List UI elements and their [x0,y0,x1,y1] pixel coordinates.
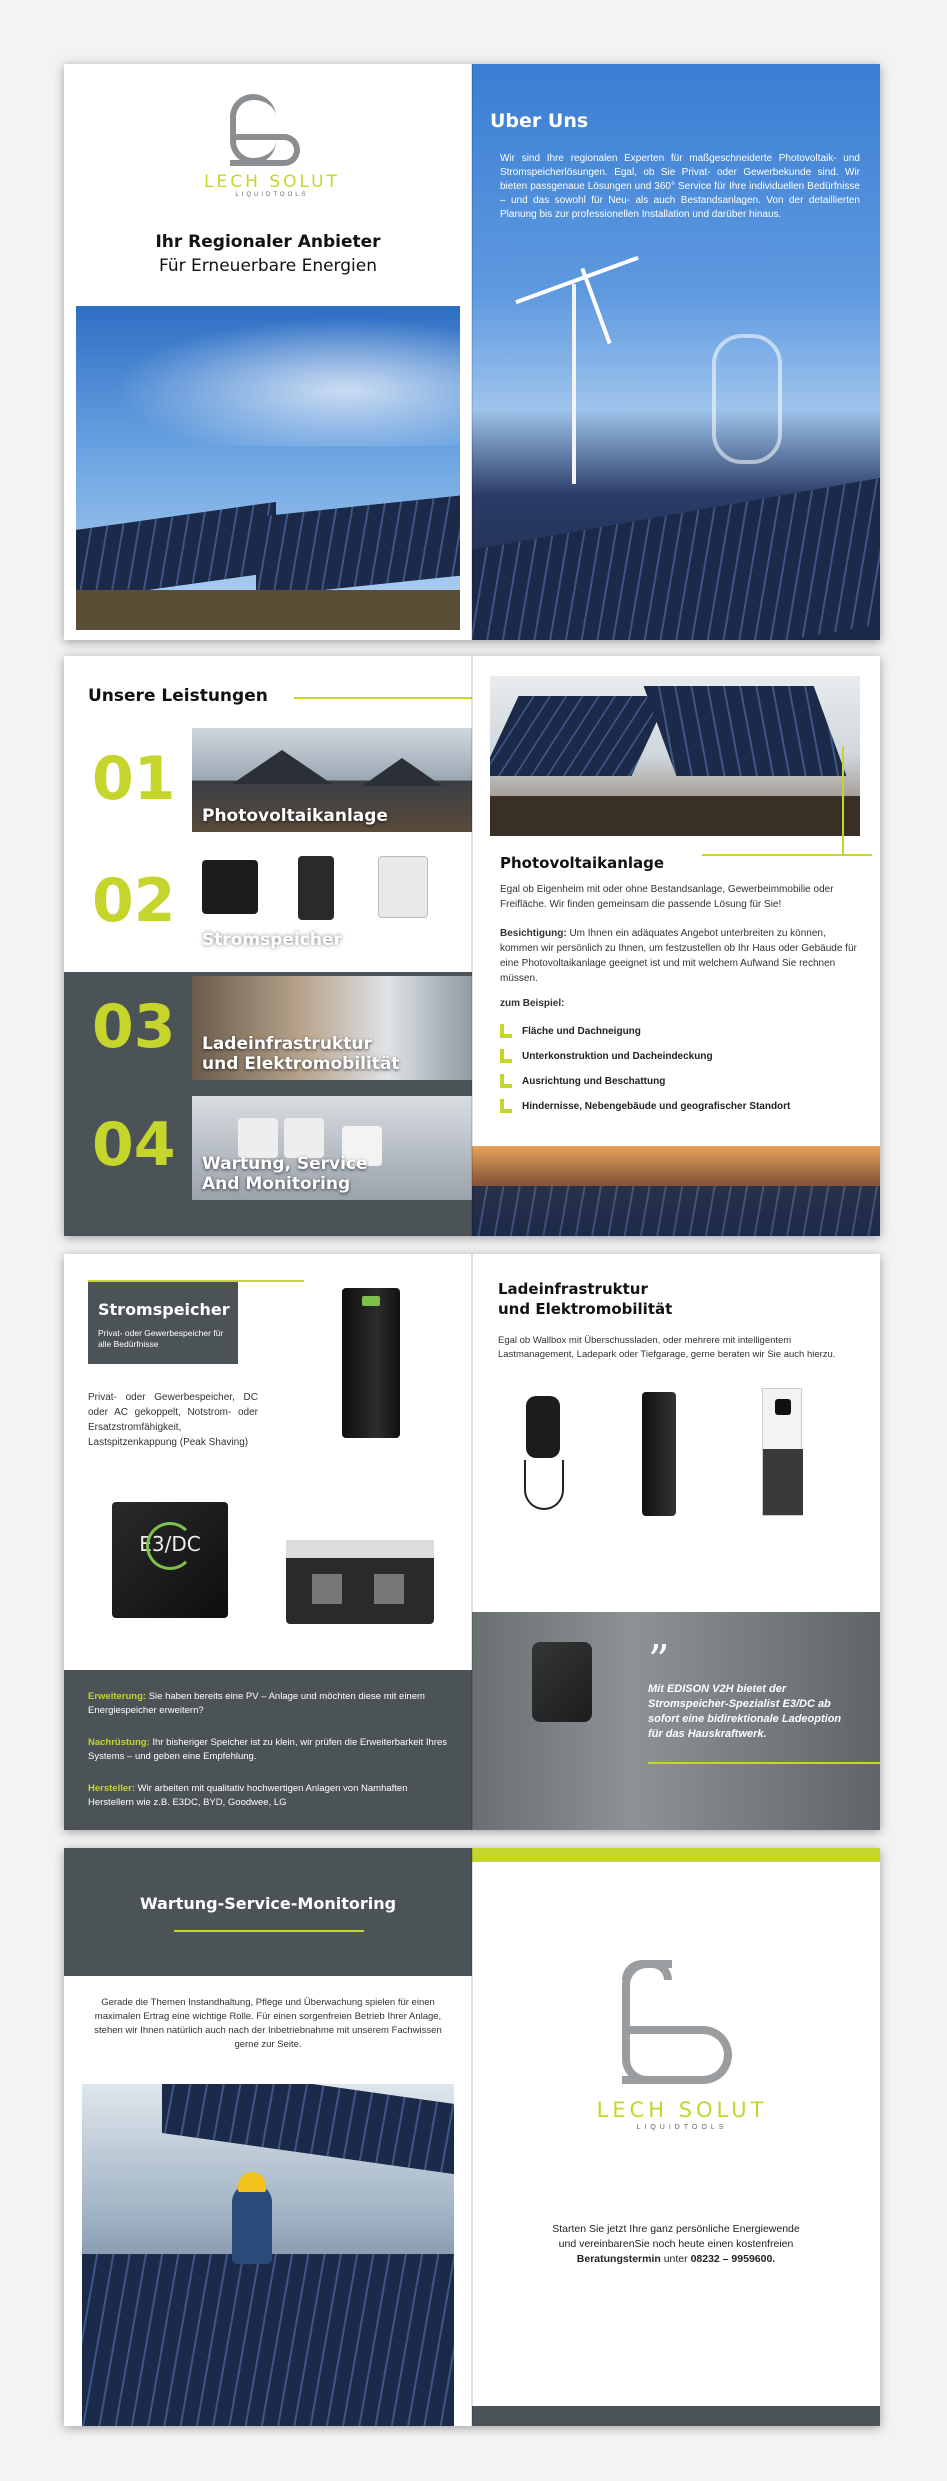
retro-info: Nachrüstung: Ihr bisheriger Speicher ist zu klein, wir prüfen die Erweiterbarkeit Ihres Systems – und geben eine Empfehlung. [88,1737,448,1762]
about-text: Wir sind Ihre regionalen Experten für maßgeschneiderte Photovoltaik- und Stromspeicherlösungen. Egal, ob Sie Privat- oder Gewerbekunde sind. Wir bieten passgenaue Lösungen und 360° Service für Ihre individuellen Bedürfnisse – und das sowohl für Neu- als auch Bestandsanlagen. Von der detaillierten Planung bis zur professionellen Installation und darüber hinaus. [500,153,860,220]
battery-tower-icon [298,856,334,920]
accent-corner-line [842,746,844,856]
brochure-page-4 [64,1848,880,2426]
service-label: Ladeinfrastruktur und Elektromobilität [202,1034,400,1074]
commercial-roof-photo [472,1146,880,1236]
cta-phone[interactable]: 08232 – 9959600. [690,2253,776,2265]
quote-underline [648,1762,880,1764]
service-stromspeicher[interactable] [192,852,472,956]
rooftop-solar-photo [472,478,880,640]
check-corner-icon [500,1074,512,1088]
mfr-info: Hersteller: Wir arbeiten mit qualitativ hochwertigen Anlagen von Namhaften Herstellern wie z.B. E3DC, BYD, Goodwee, LG [88,1783,408,1808]
service-number-04: 04 [92,1110,176,1180]
services-panel [64,656,472,1236]
pv-bullet: Unterkonstruktion und Dacheindeckung [500,1049,870,1063]
service-number-03: 03 [92,992,176,1062]
maint-title-underline [174,1930,364,1932]
smiley-blocks-icon [238,1118,278,1158]
wallbox-2-photo [642,1392,676,1516]
cta-logo [572,1960,792,2160]
services-title-underline [294,697,472,699]
cta-panel [472,1848,880,2426]
service-label: Stromspeicher [202,930,342,950]
services-title: Unsere Leistungen [88,686,268,706]
cta-text: Starten Sie jetzt Ihre ganz persönliche Energiewende und vereinbarenSie noch heute einen kostenfreien Beratungstermin unter 08232 – 9959600. [552,2223,800,2265]
service-number-01: 01 [92,744,176,814]
check-corner-icon [500,1049,512,1063]
battery-cabinet-photo [286,1540,434,1624]
brochure-page-3 [64,1254,880,1830]
solar-house-photo [490,676,860,836]
wallbox-1-photo [526,1396,560,1458]
brochure-page-2 [64,656,880,1236]
brand-logo [204,94,340,214]
edison-wall-photo [472,1612,880,1830]
cta-bottom-bar [472,2406,880,2426]
pv-visit-label: Besichtigung: [500,928,567,939]
pv-bullet-list [500,1024,870,1124]
charging-station-photo [762,1388,802,1516]
pv-intro: Egal ob Eigenheim mit oder ohne Bestandsanlage, Gewerbeimmobilie oder Freifläche. Wir finden gemeinsam die passende Lösung für Sie! [500,884,834,910]
storage-info-band [64,1670,472,1830]
service-photovoltaik[interactable] [192,728,472,832]
e3dc-logo: E3/DC [139,1532,201,1556]
pv-bullet: Fläche und Dachneigung [500,1024,870,1038]
battery-device-icon [202,860,258,914]
charge-text: Egal ob Wallbox mit Überschussladen, oder mehrere mit intelligentem Lastmanagement, Ladepark oder Tiefgarage, gerne beraten wir Sie auch hierzu. [498,1335,836,1360]
pv-bullet: Hindernisse, Nebengebäude und geografischer Standort [500,1099,870,1113]
maint-title: Wartung-Service-Monitoring [139,1894,397,1913]
headline-1: Ihr Regionaler Anbieter [155,232,381,252]
storage-panel [64,1254,472,1830]
pv-visit [500,926,860,986]
brand-tagline: LIQUIDTOOLS [235,192,309,198]
cta-brand-name: LECH SOLUT [596,2098,768,2122]
technician-figure-icon [232,2184,272,2264]
service-label: Photovoltaikanlage [202,806,388,826]
pv-bullet: Ausrichtung und Beschattung [500,1074,870,1088]
brand-name: LECH SOLUT [204,172,340,192]
storage-title-box [88,1282,238,1364]
maint-text: Gerade die Themen Instandhaltung, Pflege und Überwachung spielen für einen maximalen Ertrag eine wichtige Rolle. Für einen sorgenfreien Betrieb Ihrer Anlage, stehen wir Ihnen natürlich auch nach der Inbetriebnahme mit unserem Fachwissen gerne zur Seite. [94,1997,442,2050]
about-title: Uber Uns [490,110,589,132]
storage-text: Privat- oder Gewerbespeicher, DC oder AC gekoppelt, Notstrom- oder Ersatzstromfähigkeit, Lastspitzenkappung (Peak Shaving) [88,1392,258,1448]
storage-title-line [88,1280,304,1282]
quote-mark-icon: ” [648,1636,670,1685]
cover-panel [64,64,472,640]
service-label: Wartung, Service And Monitoring [202,1154,368,1194]
battery-stack-icon [378,856,428,918]
ext-info: Erweiterung: Sie haben bereits eine PV – Anlage und möchten diese mit einem Energiespeicher erweitern? [88,1691,425,1716]
energy-ring-icon [146,1522,194,1570]
technician-roof-photo [82,2084,454,2426]
cta-brand-tagline: LIQUIDTOOLS [636,2124,728,2131]
check-corner-icon [500,1099,512,1113]
headline-2: Für Erneuerbare Energien [158,256,377,276]
charging-panel [472,1254,880,1830]
service-wartung[interactable] [192,1096,472,1200]
battery-tower-photo [342,1288,400,1438]
charge-title-1: Ladeinfrastruktur [498,1280,648,1298]
brochure-page-1 [64,64,880,640]
about-panel [472,64,880,640]
pv-title: Photovoltaikanlage [500,854,665,872]
charge-title-2: und Elektromobilität [498,1300,673,1318]
pv-visit-text: Um Ihnen ein adäquates Angebot unterbreiten zu können, kommen wir persönlich zu Ihnen, um festzustellen ob Ihr Haus oder Gebäude für eine Photovoltaikanlage geeignet ist und mit welchem Aufwand Sie rechnen müssen. [500,928,857,984]
e3dc-device-photo [112,1502,228,1618]
storage-sub: Privat- oder Gewerbespeicher für alle Bedürfnisse [98,1328,224,1349]
cta-top-bar [472,1848,880,1862]
photovoltaik-panel [472,656,880,1236]
storage-title: Stromspeicher [98,1300,230,1319]
maintenance-panel [64,1848,472,2426]
check-corner-icon [500,1024,512,1038]
solar-field-photo [76,306,460,630]
service-number-02: 02 [92,866,176,936]
service-ladeinfrastruktur[interactable] [192,976,472,1080]
edison-quote: Mit EDISON V2H bietet der Stromspeicher-Spezialist E3/DC ab sofort eine bidirektionale Ladeoption für das Hauskraftwerk. [648,1683,842,1740]
wind-turbine-icon [572,284,576,484]
pv-example-label: zum Beispiel: [500,998,565,1009]
